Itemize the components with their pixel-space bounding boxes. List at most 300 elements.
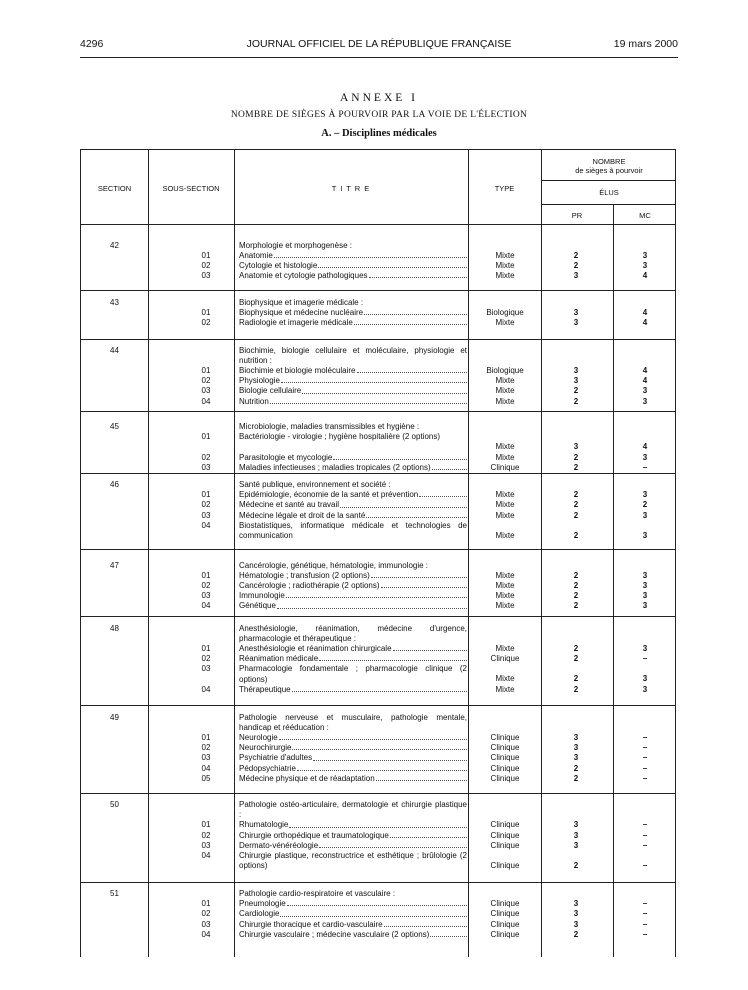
discipline-title-wrapper <box>239 571 467 581</box>
discipline-type: Mixte <box>495 317 515 327</box>
leader-dots <box>384 920 467 927</box>
discipline-type: Mixte <box>495 250 515 260</box>
seats-mc: – <box>642 732 648 742</box>
leader-dots <box>369 271 467 278</box>
seats-mc: – <box>642 909 648 919</box>
section-number: 46 <box>110 480 119 489</box>
sous-section-code: 02 <box>201 452 211 462</box>
section-separator <box>81 473 675 474</box>
seats-mc: 3 <box>642 684 648 694</box>
seats-pr: 2 <box>573 500 579 510</box>
discipline-title: Cancérologie ; radiothérapie (2 options) <box>239 580 380 590</box>
discipline-type: Clinique <box>490 462 520 472</box>
section-number: 44 <box>110 345 119 355</box>
sous-section-code: 01 <box>201 432 211 442</box>
discipline-title: Bactériologie - virologie ; hygiène hospitalière (2 options) <box>239 432 440 442</box>
seats-pr: 2 <box>573 490 579 500</box>
leader-dots <box>277 601 467 608</box>
table-row <box>81 831 675 841</box>
section-header-row <box>81 480 675 490</box>
discipline-type: Mixte <box>495 684 515 694</box>
discipline-title: Psychiatrie d'adultes <box>239 753 313 763</box>
seats-pr: 2 <box>573 580 579 590</box>
seats-mc: – <box>642 861 648 871</box>
seats-pr: 2 <box>573 510 579 520</box>
leader-dots <box>292 685 467 692</box>
table-row <box>81 664 675 684</box>
discipline-type: Mixte <box>495 601 515 611</box>
discipline-type: Clinique <box>490 732 520 742</box>
discipline-title-wrapper <box>239 490 467 500</box>
discipline-title-wrapper <box>239 366 467 376</box>
leader-dots <box>430 930 467 937</box>
leader-dots <box>432 463 467 470</box>
table-row <box>81 571 675 581</box>
discipline-type: Clinique <box>490 763 520 773</box>
table-row <box>81 366 675 376</box>
table-row <box>81 909 675 919</box>
sous-section-code: 01 <box>201 570 211 580</box>
seats-mc: 3 <box>642 260 648 270</box>
leader-dots <box>381 581 467 588</box>
leader-dots <box>279 733 467 740</box>
discipline-type: Mixte <box>495 500 515 510</box>
leader-dots <box>364 308 467 315</box>
discipline-title-wrapper <box>239 376 467 386</box>
discipline-type: Mixte <box>495 570 515 580</box>
discipline-title-wrapper <box>239 463 467 473</box>
seats-mc: – <box>642 899 648 909</box>
discipline-type: Mixte <box>495 591 515 601</box>
leader-dots <box>393 644 467 651</box>
discipline-title: Biophysique et médecine nucléaire <box>239 307 364 317</box>
sous-section-code: 01 <box>201 490 211 500</box>
discipline-title-wrapper <box>239 841 467 851</box>
leader-dots <box>319 841 467 848</box>
seats-pr: 3 <box>573 376 579 386</box>
discipline-type: Clinique <box>490 909 520 919</box>
seats-mc: – <box>642 820 648 830</box>
discipline-title: Chirurgie vasculaire ; médecine vasculaire (2 options) <box>239 929 430 939</box>
discipline-type: Clinique <box>490 840 520 850</box>
seats-pr: 2 <box>573 530 579 540</box>
col-header-section: SECTION <box>97 184 132 193</box>
table-row <box>81 644 675 654</box>
issue-date: 19 mars 2000 <box>613 38 678 50</box>
discipline-title: Chirurgie plastique, reconstructrice et esthétique ; brûlologie (2 options) <box>239 851 467 871</box>
discipline-title: Nutrition <box>239 396 269 406</box>
discipline-title: Thérapeutique <box>239 684 291 694</box>
seats-pr: 2 <box>573 654 579 664</box>
discipline-title-wrapper <box>239 500 467 510</box>
leader-dots <box>302 386 467 393</box>
discipline-title: Cytologie et histologie <box>239 260 318 270</box>
section-header-row <box>81 346 675 366</box>
discipline-title: Médecine légale et droit de la santé <box>239 510 366 520</box>
seats-mc: 3 <box>642 591 648 601</box>
discipline-title-wrapper <box>239 644 467 654</box>
section-header-row <box>81 298 675 308</box>
discipline-title: Chirurgie orthopédique et traumatologique <box>239 830 389 840</box>
discipline-title-wrapper <box>239 820 467 830</box>
discipline-title: Rhumatologie <box>239 820 289 830</box>
table-row <box>81 851 675 871</box>
discipline-type: Mixte <box>495 452 515 462</box>
discipline-title-wrapper <box>239 909 467 919</box>
header-rule-elus <box>541 204 675 205</box>
discipline-title-wrapper <box>239 581 467 591</box>
discipline-title-wrapper <box>239 774 467 784</box>
leader-dots <box>297 764 467 771</box>
seats-mc: 3 <box>642 643 648 653</box>
col-header-pr: PR <box>571 211 583 220</box>
seats-mc: – <box>642 654 648 664</box>
seats-mc: 4 <box>642 271 648 281</box>
table-row <box>81 601 675 611</box>
discipline-title: Anesthésiologie et réanimation chirurgicale <box>239 643 392 653</box>
discipline-title: Neurochirurgie <box>239 743 292 753</box>
seats-mc: 3 <box>642 601 648 611</box>
sous-section-code: 02 <box>201 830 211 840</box>
discipline-title-wrapper <box>239 308 467 318</box>
seats-pr: 2 <box>573 601 579 611</box>
discipline-title: Cardiologie <box>239 909 280 919</box>
sous-section-code: 01 <box>201 732 211 742</box>
col-header-mc: MC <box>639 211 651 220</box>
section-header-row <box>81 422 675 432</box>
leader-dots <box>419 490 467 497</box>
seats-pr: 2 <box>573 763 579 773</box>
seats-pr: 3 <box>573 732 579 742</box>
col-header-sous-section: SOUS-SECTION <box>162 184 220 193</box>
seats-mc: 3 <box>642 490 648 500</box>
discipline-title: Médecine physique et de réadaptation <box>239 773 375 783</box>
seats-mc: – <box>642 753 648 763</box>
seats-mc: 3 <box>642 580 648 590</box>
discipline-title: Anatomie <box>239 250 273 260</box>
section-header-row <box>81 800 675 820</box>
leader-dots <box>270 397 467 404</box>
discipline-title-wrapper <box>239 654 467 664</box>
seats-mc: – <box>642 743 648 753</box>
discipline-title-wrapper <box>239 318 467 328</box>
discipline-title-wrapper <box>239 591 467 601</box>
seats-pr: 2 <box>573 396 579 406</box>
table-row <box>81 500 675 510</box>
section-number: 49 <box>110 712 119 722</box>
discipline-type: Mixte <box>495 396 515 406</box>
table-row <box>81 581 675 591</box>
sous-section-code: 04 <box>201 396 211 406</box>
table-row <box>81 271 675 281</box>
seats-pr: 3 <box>573 307 579 317</box>
discipline-title: Pharmacologie fondamentale ; pharmacologie clinique (2 options) <box>239 664 467 684</box>
table-row <box>81 930 675 940</box>
leader-dots <box>366 511 467 518</box>
sous-section-code: 01 <box>201 307 211 317</box>
seats-mc: 3 <box>642 674 648 684</box>
discipline-title-wrapper <box>239 920 467 930</box>
table-row <box>81 490 675 500</box>
sous-section-code: 01 <box>201 643 211 653</box>
seats-table <box>80 149 676 957</box>
seats-mc: 4 <box>642 442 648 452</box>
discipline-title-wrapper <box>239 685 467 695</box>
sous-section-code: 02 <box>201 500 211 510</box>
discipline-title: Pneumologie <box>239 899 286 909</box>
table-row <box>81 733 675 743</box>
discipline-title: Maladies infectieuses ; maladies tropicales (2 options) <box>239 462 431 472</box>
seats-pr: 3 <box>573 830 579 840</box>
sous-section-code: 02 <box>201 909 211 919</box>
seats-pr: 2 <box>573 570 579 580</box>
discipline-type: Mixte <box>495 490 515 500</box>
table-row <box>81 764 675 774</box>
journal-title: JOURNAL OFFICIEL DE LA RÉPUBLIQUE FRANÇAISE <box>246 38 512 50</box>
discipline-type: Clinique <box>490 820 520 830</box>
discipline-type: Biologique <box>486 307 524 317</box>
leader-dots <box>333 453 467 460</box>
sous-section-code: 02 <box>201 260 211 270</box>
page-header <box>80 38 678 52</box>
section-title: Santé publique, environnement et société : <box>239 480 391 489</box>
sous-section-code: 04 <box>201 520 211 530</box>
leader-dots <box>286 591 467 598</box>
discipline-type: Clinique <box>490 861 520 871</box>
seats-mc: – <box>642 929 648 939</box>
section-heading: A. – Disciplines médicales <box>321 128 437 139</box>
leader-dots <box>371 571 467 578</box>
col-header-nombre: NOMBRE <box>592 157 626 166</box>
discipline-title-wrapper <box>239 511 467 521</box>
table-row <box>81 591 675 601</box>
discipline-title: Epidémiologie, économie de la santé et prévention <box>239 490 419 500</box>
section-header-row <box>81 561 675 571</box>
discipline-title: Réanimation médicale <box>239 654 319 664</box>
discipline-title: Médecine et santé au travail <box>239 500 340 510</box>
seats-pr: 2 <box>573 674 579 684</box>
seats-mc: 3 <box>642 396 648 406</box>
seats-pr: 2 <box>573 260 579 270</box>
leader-dots <box>289 820 467 827</box>
section-number: 50 <box>110 800 119 809</box>
section-separator <box>81 793 675 794</box>
table-row <box>81 753 675 763</box>
discipline-title: Immunologie <box>239 591 285 601</box>
seats-pr: 3 <box>573 317 579 327</box>
col-header-elus: ÉLUS <box>599 188 619 197</box>
section-title: Anesthésiologie, réanimation, médecine d'urgence, pharmacologie et thérapeutique : <box>239 623 467 643</box>
col-header-type: TYPE <box>494 184 515 193</box>
sous-section-code: 02 <box>201 580 211 590</box>
table-row <box>81 463 675 473</box>
section-number: 47 <box>110 560 119 570</box>
section-separator <box>81 616 675 617</box>
sous-section-code: 02 <box>201 376 211 386</box>
table-row <box>81 743 675 753</box>
discipline-title-wrapper <box>239 453 467 463</box>
section-separator <box>81 290 675 291</box>
discipline-title: Pédopsychiatrie <box>239 763 296 773</box>
discipline-title-wrapper <box>239 831 467 841</box>
sous-section-code: 01 <box>201 820 211 830</box>
header-rule-nombre <box>541 180 675 181</box>
discipline-type: Mixte <box>495 386 515 396</box>
discipline-type: Clinique <box>490 929 520 939</box>
header-rule <box>80 57 678 58</box>
discipline-title-wrapper <box>239 261 467 271</box>
leader-dots <box>390 831 467 838</box>
section-number: 43 <box>110 297 119 307</box>
sous-section-code: 03 <box>201 840 211 850</box>
discipline-title-wrapper <box>239 930 467 940</box>
discipline-title-wrapper <box>239 601 467 611</box>
seats-pr: 2 <box>573 773 579 783</box>
seats-pr: 3 <box>573 271 579 281</box>
discipline-type: Clinique <box>490 830 520 840</box>
sous-section-code: 01 <box>201 899 211 909</box>
seats-pr: 3 <box>573 753 579 763</box>
col-header-titre: T I T R E <box>331 184 371 193</box>
section-header-row <box>81 889 675 899</box>
discipline-title: Anatomie et cytologie pathologiques <box>239 271 368 281</box>
seats-pr: 3 <box>573 365 579 375</box>
seats-pr: 3 <box>573 743 579 753</box>
section-number: 42 <box>110 240 119 250</box>
col-header-sieges: de sièges à pourvoir <box>575 166 643 175</box>
section-header-row <box>81 713 675 733</box>
seats-mc: – <box>642 773 648 783</box>
seats-mc: – <box>642 840 648 850</box>
sous-section-code: 05 <box>201 773 211 783</box>
section-title: Biochimie, biologie cellulaire et moléculaire, physiologie et nutrition : <box>239 345 467 365</box>
leader-dots <box>313 753 467 760</box>
table-row <box>81 820 675 830</box>
leader-dots <box>354 318 467 325</box>
table-row <box>81 453 675 463</box>
seats-pr: 2 <box>573 386 579 396</box>
discipline-type: Clinique <box>490 753 520 763</box>
section-title: Cancérologie, génétique, hématologie, immunologie : <box>239 560 429 570</box>
seats-mc: 3 <box>642 452 648 462</box>
discipline-title: Neurologie <box>239 732 278 742</box>
table-row <box>81 685 675 695</box>
discipline-title: Génétique <box>239 601 276 611</box>
sous-section-code: 03 <box>201 510 211 520</box>
seats-mc: 3 <box>642 250 648 260</box>
discipline-type: Mixte <box>495 376 515 386</box>
leader-dots <box>274 251 467 258</box>
discipline-type: Mixte <box>495 530 515 540</box>
section-separator <box>81 705 675 706</box>
seats-pr: 3 <box>573 909 579 919</box>
sous-section-code: 03 <box>201 919 211 929</box>
seats-mc: 3 <box>642 570 648 580</box>
seats-pr: 3 <box>573 840 579 850</box>
section-title: Morphologie et morphogenèse : <box>239 240 352 250</box>
discipline-title-wrapper <box>239 899 467 909</box>
section-title: Pathologie nerveuse et musculaire, pathologie mentale, handicap et rééducation : <box>239 712 467 732</box>
seats-mc: 4 <box>642 317 648 327</box>
section-title: Pathologie cardio-respiratoire et vasculaire : <box>239 889 396 898</box>
table-row <box>81 920 675 930</box>
discipline-type: Clinique <box>490 899 520 909</box>
leader-dots <box>280 909 467 916</box>
discipline-type: Clinique <box>490 773 520 783</box>
seats-pr: 2 <box>573 250 579 260</box>
annex-subtitle: NOMBRE DE SIÈGES À POURVOIR PAR LA VOIE DE L'ÉLECTION <box>230 110 528 120</box>
discipline-title-wrapper <box>239 271 467 281</box>
seats-pr: 2 <box>573 684 579 694</box>
discipline-title-wrapper <box>239 743 467 753</box>
discipline-title-wrapper <box>239 251 467 261</box>
discipline-title: Parasitologie et mycologie <box>239 452 333 462</box>
seats-pr: 3 <box>573 899 579 909</box>
section-number: 45 <box>110 422 119 431</box>
section-title: Biophysique et imagerie médicale : <box>239 297 364 307</box>
discipline-type: Clinique <box>490 743 520 753</box>
seats-mc: – <box>642 763 648 773</box>
sous-section-code: 04 <box>201 929 211 939</box>
seats-pr: 2 <box>573 929 579 939</box>
sous-section-code: 04 <box>201 763 211 773</box>
seats-pr: 2 <box>573 452 579 462</box>
section-separator <box>81 882 675 883</box>
sous-section-code: 03 <box>201 386 211 396</box>
sous-section-code: 02 <box>201 317 211 327</box>
section-separator <box>81 411 675 412</box>
table-row <box>81 432 675 452</box>
discipline-type: Mixte <box>495 674 515 684</box>
annex-title: ANNEXE I <box>340 92 418 104</box>
table-row <box>81 251 675 261</box>
discipline-type: Mixte <box>495 442 515 452</box>
seats-mc: 4 <box>642 376 648 386</box>
seats-mc: 3 <box>642 510 648 520</box>
table-row <box>81 397 675 407</box>
section-number: 51 <box>110 889 119 898</box>
discipline-title-wrapper <box>239 764 467 774</box>
leader-dots <box>318 261 467 268</box>
discipline-title: Chirurgie thoracique et cardio-vasculaire <box>239 919 383 929</box>
discipline-title: Physiologie <box>239 376 280 386</box>
sous-section-code: 03 <box>201 664 211 674</box>
seats-pr: 2 <box>573 643 579 653</box>
discipline-type: Clinique <box>490 654 520 664</box>
table-row <box>81 261 675 271</box>
discipline-title-wrapper <box>239 733 467 743</box>
sous-section-code: 02 <box>201 743 211 753</box>
sous-section-code: 04 <box>201 601 211 611</box>
seats-pr: 3 <box>573 820 579 830</box>
leader-dots <box>281 376 467 383</box>
discipline-title-wrapper <box>239 397 467 407</box>
seats-pr: 2 <box>573 861 579 871</box>
sous-section-code: 03 <box>201 591 211 601</box>
table-row <box>81 318 675 328</box>
section-header-row <box>81 624 675 644</box>
discipline-type: Mixte <box>495 580 515 590</box>
leader-dots <box>357 366 467 373</box>
discipline-title: Biostatistiques, informatique médicale et technologies de communication <box>239 520 467 540</box>
sous-section-code: 03 <box>201 271 211 281</box>
table-row <box>81 899 675 909</box>
seats-mc: – <box>642 462 648 472</box>
seats-mc: 4 <box>642 307 648 317</box>
sous-section-code: 04 <box>201 684 211 694</box>
section-title: Microbiologie, maladies transmissibles et hygiène : <box>239 422 420 431</box>
seats-pr: 2 <box>573 591 579 601</box>
